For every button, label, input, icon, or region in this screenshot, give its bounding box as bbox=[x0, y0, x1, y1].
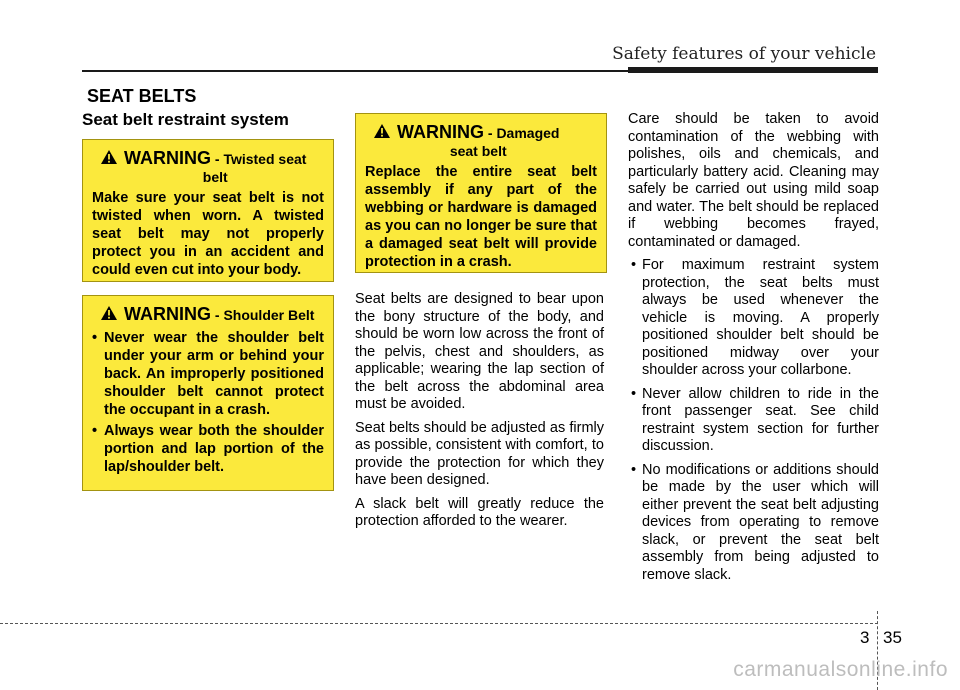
warning-box-shoulder-belt bbox=[82, 295, 334, 491]
middle-column-text bbox=[355, 291, 604, 537]
right-column-text bbox=[628, 111, 879, 590]
warning-header bbox=[100, 148, 324, 185]
section-title: SEAT BELTS bbox=[87, 86, 197, 106]
warning-box-twisted-belt bbox=[82, 139, 334, 282]
warning-subtitle: - Twisted seat bbox=[211, 151, 307, 167]
warning-text: Make sure your seat belt is not twisted when worn. A twisted seat belt may not properly protect you in an accident and could even cut into your body. bbox=[92, 190, 324, 278]
paragraph: Seat belts should be adjusted as firmly as possible, consistent with comfort, to provide the protection for which they have been designed. bbox=[355, 419, 604, 488]
watermark: carmanualsonline.info bbox=[733, 658, 948, 681]
paragraph: Seat belts are designed to bear upon the bony structure of the body, and should be worn low across the front of the pelvis, chest and shoulders, as applicable; wearing the lap section of the belt across the abdominal area must be avoided. bbox=[355, 291, 604, 412]
subsection-title: Seat belt restraint system bbox=[82, 110, 289, 129]
list-item: • No modifications or additions should be made by the user which will either prevent the seat belt adjusting devices from operating to remove slack, or prevent the seat belt assembly from being adjusted to remove slack. bbox=[628, 462, 879, 585]
warning-box-damaged-belt bbox=[355, 113, 607, 273]
warning-subtitle-line2: seat belt bbox=[449, 143, 507, 159]
warning-subtitle: - Shoulder Belt bbox=[211, 307, 315, 323]
paragraph: A slack belt will greatly reduce the protection afforded to the wearer. bbox=[355, 495, 604, 529]
warning-text: Replace the entire seat belt assembly if any part of the webbing or hardware is damaged as you can no longer be sure that a damaged seat belt will provide protection in a crash. bbox=[365, 164, 597, 270]
warning-label: WARNING bbox=[124, 304, 211, 324]
header-rule-accent bbox=[628, 67, 878, 73]
footer-rule bbox=[0, 623, 878, 624]
warning-subtitle-line2: belt bbox=[202, 169, 228, 185]
warning-bullet-list bbox=[92, 329, 324, 476]
warning-triangle-icon bbox=[373, 123, 391, 139]
warning-triangle-icon bbox=[100, 305, 118, 321]
paragraph: Care should be taken to avoid contamination of the webbing with polishes, oils and chemicals, and particularly battery acid. Cleaning may safely be carried out using mild soap and water. The belt should be replaced if webbing becomes frayed, contaminated or damaged. bbox=[628, 111, 879, 250]
warning-triangle-icon bbox=[100, 149, 118, 165]
warning-label: WARNING bbox=[397, 122, 484, 142]
list-item: • For maximum restraint system protection, the seat belts must always be used whenever the vehicle is moving. A properly positioned shoulder belt should be positioned midway over your shoulder across your collarbone. bbox=[628, 257, 879, 380]
warning-header bbox=[373, 122, 597, 159]
warning-header bbox=[100, 304, 324, 325]
warning-subtitle: - Damaged bbox=[484, 125, 560, 141]
list-item: • Never allow children to ride in the front passenger seat. See child restraint system section for further discussion. bbox=[628, 386, 879, 456]
warning-label: WARNING bbox=[124, 148, 211, 168]
warning-bullet: • Always wear both the shoulder portion and lap portion of the lap/shoulder belt. bbox=[92, 422, 324, 476]
page-number: 35 bbox=[883, 628, 902, 647]
header-title: Safety features of your vehicle bbox=[612, 44, 876, 64]
warning-bullet: • Never wear the shoulder belt under your arm or behind your back. An improperly positioned shoulder belt cannot protect the occupant in a crash. bbox=[92, 329, 324, 419]
chapter-number: 3 bbox=[860, 628, 870, 647]
bullet-list bbox=[628, 257, 879, 584]
